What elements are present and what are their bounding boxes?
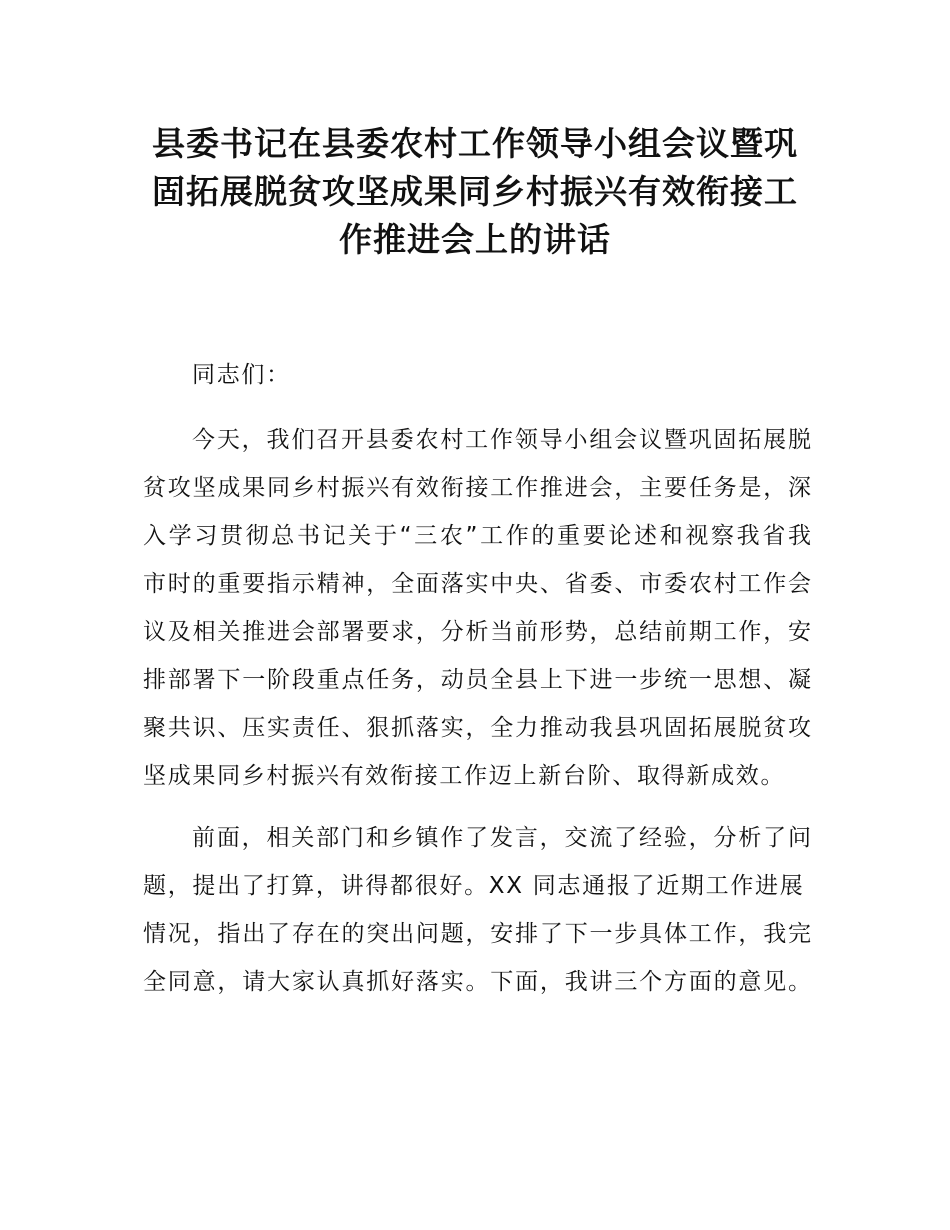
title-line: 县委书记在县委农村工作领导小组会议暨巩 <box>152 124 798 163</box>
text-line: 聚共识、压实责任、狠抓落实，全力推动我县巩固拓展脱贫攻 <box>143 715 811 741</box>
text-line: 今天，我们召开县委农村工作领导小组会议暨巩固拓展脱 <box>192 427 811 453</box>
text-line: 贫攻坚成果同乡村振兴有效衔接工作推进会，主要任务是，深 <box>143 475 811 501</box>
salutation: 同志们： <box>192 362 291 388</box>
text-line: 坚成果同乡村振兴有效衔接工作迈上新台阶、取得新成效。 <box>143 763 786 789</box>
title-line: 固拓展脱贫攻坚成果同乡村振兴有效衔接工 <box>152 172 798 211</box>
text-line: 排部署下一阶段重点任务，动员全县上下进一步统一思想、凝 <box>143 667 811 693</box>
text-line: 议及相关推进会部署要求，分析当前形势，总结前期工作，安 <box>143 619 811 645</box>
text-line: 题，提出了打算，讲得都很好。XX 同志通报了近期工作进展 <box>143 873 805 899</box>
text-line: 入学习贯彻总书记关于“三农”工作的重要论述和视察我省我 <box>143 523 811 549</box>
text-line: 情况，指出了存在的突出问题，安排了下一步具体工作，我完 <box>143 921 811 947</box>
title-line: 作推进会上的讲话 <box>339 220 611 259</box>
text-line: 全同意，请大家认真抓好落实。下面，我讲三个方面的意见。 <box>143 969 811 995</box>
text-line: 前面，相关部门和乡镇作了发言，交流了经验，分析了问 <box>192 825 811 851</box>
document-title <box>120 120 830 264</box>
text-line: 市时的重要指示精神，全面落实中央、省委、市委农村工作会 <box>143 571 811 597</box>
